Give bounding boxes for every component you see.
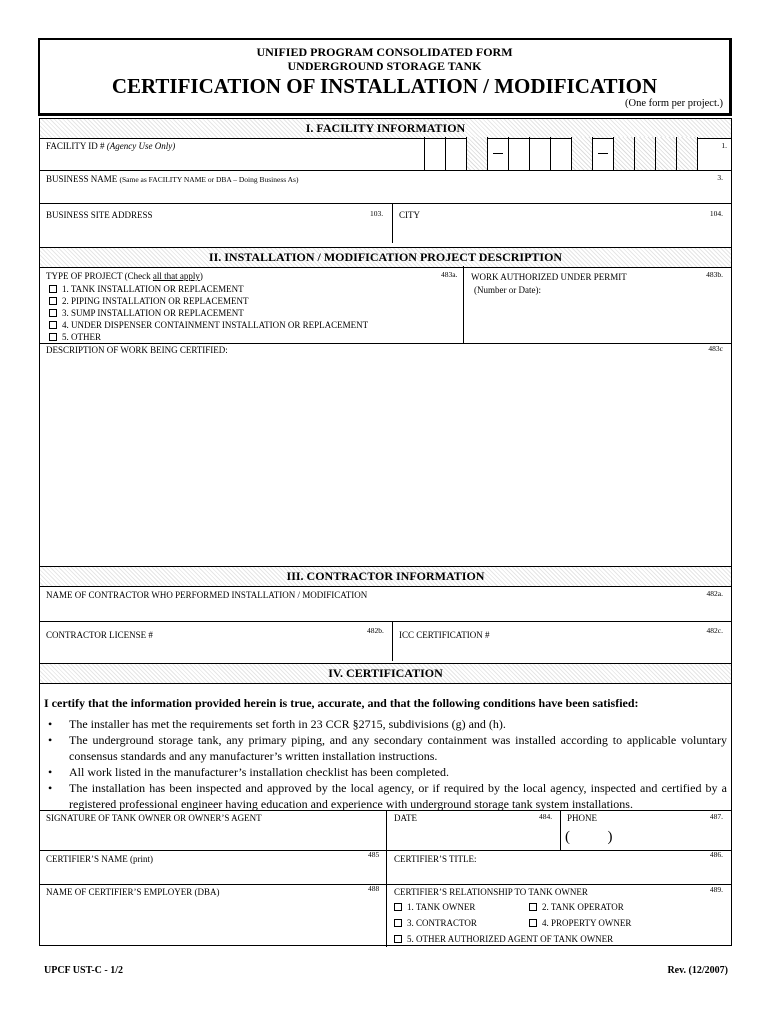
facility-id-label: FACILITY ID # (Agency Use Only) <box>46 141 176 151</box>
date-label[interactable]: DATE <box>394 813 417 823</box>
project-type-option-3[interactable]: 3. SUMP INSTALLATION OR REPLACEMENT <box>49 308 244 318</box>
checkbox[interactable] <box>394 919 402 927</box>
checkbox[interactable] <box>394 935 402 943</box>
relationship-option-5[interactable]: 5. OTHER AUTHORIZED AGENT OF TANK OWNER <box>394 934 613 944</box>
phone-number: 487. <box>709 812 723 821</box>
header-line-1: UNIFIED PROGRAM CONSOLIDATED FORM <box>256 45 513 59</box>
phone-label[interactable]: PHONE <box>567 813 598 823</box>
contractor-name-label[interactable]: NAME OF CONTRACTOR WHO PERFORMED INSTALLATION / MODIFICATION <box>46 590 368 600</box>
contractor-name-number: 482a. <box>706 589 723 598</box>
revision-date: Rev. (12/2007) <box>667 965 728 976</box>
checkbox[interactable] <box>49 297 57 305</box>
city-number: 104. <box>709 209 723 218</box>
checkbox[interactable] <box>49 321 57 329</box>
project-type-option-1[interactable]: 1. TANK INSTALLATION OR REPLACEMENT <box>49 284 244 294</box>
section-2-title: II. INSTALLATION / MODIFICATION PROJECT DESCRIPTION <box>40 247 731 268</box>
form-title: CERTIFICATION OF INSTALLATION / MODIFICATION <box>111 74 658 98</box>
work-description-number: 483c <box>708 344 723 353</box>
facility-id-input[interactable] <box>424 137 733 170</box>
city-label[interactable]: CITY <box>399 210 420 220</box>
checkbox[interactable] <box>529 919 537 927</box>
header-line-2: UNDERGROUND STORAGE TANK <box>287 59 482 73</box>
certification-conditions <box>44 716 727 812</box>
form-code: UPCF UST-C - 1/2 <box>44 965 123 976</box>
header-note: (One form per project.) <box>625 98 723 109</box>
site-address-label[interactable]: BUSINESS SITE ADDRESS <box>46 210 153 220</box>
section-3-title: III. CONTRACTOR INFORMATION <box>40 566 731 587</box>
permit-number: 483b. <box>706 270 723 279</box>
relationship-option-2[interactable]: 2. TANK OPERATOR <box>529 902 624 912</box>
permit-label[interactable]: WORK AUTHORIZED UNDER PERMIT <box>471 272 627 282</box>
employer-number: 488 <box>368 884 380 893</box>
project-type-option-4[interactable]: 4. UNDER DISPENSER CONTAINMENT INSTALLATION OR REPLACEMENT <box>49 320 368 330</box>
form-body <box>39 118 732 946</box>
business-name-label[interactable]: BUSINESS NAME (Same as FACILITY NAME or DBA – Doing Business As) <box>46 174 299 184</box>
checkbox[interactable] <box>529 903 537 911</box>
business-name-number: 3. <box>717 173 723 182</box>
condition-item: • The installation has been inspected and approved by the local agency, or if required by the local agency, inspected and certified by a registered professional engineer having education and experience with underground storage tank system installations. <box>44 780 727 812</box>
relationship-option-1[interactable]: 1. TANK OWNER <box>394 902 475 912</box>
certification-statement: I certify that the information provided herein is true, accurate, and that the following conditions have been satisfied: <box>44 696 639 710</box>
facility-id-number: 1. <box>721 141 727 150</box>
phone-area-code[interactable]: ( ) <box>565 829 613 845</box>
relationship-option-4[interactable]: 4. PROPERTY OWNER <box>529 918 631 928</box>
checkbox[interactable] <box>49 285 57 293</box>
section-1-title: I. FACILITY INFORMATION <box>40 118 731 139</box>
signature-label[interactable]: SIGNATURE OF TANK OWNER OR OWNER’S AGENT <box>46 813 262 823</box>
icc-certification-number: 482c. <box>706 626 723 635</box>
condition-item: • All work listed in the manufacturer’s installation checklist has been completed. <box>44 764 727 780</box>
certifier-title-number: 486. <box>709 850 723 859</box>
relationship-option-3[interactable]: 3. CONTRACTOR <box>394 918 477 928</box>
checkbox[interactable] <box>49 333 57 341</box>
checkbox[interactable] <box>394 903 402 911</box>
condition-item: • The installer has met the requirements set forth in 23 CCR §2715, subdivisions (g) and (h). <box>44 716 727 732</box>
relationship-label: CERTIFIER’S RELATIONSHIP TO TANK OWNER <box>394 887 588 897</box>
project-type-number: 483a. <box>441 270 458 279</box>
condition-item: • The underground storage tank, any primary piping, and any secondary containment was installed according to applicable voluntary consensus standards and any manufacturer’s written installation instructions. <box>44 732 727 764</box>
permit-sub-label: (Number or Date): <box>474 285 541 295</box>
contractor-license-label[interactable]: CONTRACTOR LICENSE # <box>46 630 153 640</box>
project-type-option-5[interactable]: 5. OTHER <box>49 332 101 342</box>
site-address-number: 103. <box>370 209 384 218</box>
employer-label[interactable]: NAME OF CERTIFIER’S EMPLOYER (DBA) <box>46 887 220 897</box>
icc-certification-label[interactable]: ICC CERTIFICATION # <box>399 630 490 640</box>
work-description-label[interactable]: DESCRIPTION OF WORK BEING CERTIFIED: <box>46 345 228 355</box>
certifier-name-label[interactable]: CERTIFIER’S NAME (print) <box>46 854 153 864</box>
section-4-title: IV. CERTIFICATION <box>40 663 731 684</box>
checkbox[interactable] <box>49 309 57 317</box>
relationship-number: 489. <box>709 885 723 894</box>
certifier-title-label[interactable]: CERTIFIER’S TITLE: <box>394 854 477 864</box>
contractor-license-number: 482b. <box>367 626 384 635</box>
certifier-name-number: 485 <box>368 850 380 859</box>
project-type-label: TYPE OF PROJECT (Check all that apply) <box>46 271 203 281</box>
form-header <box>38 38 732 116</box>
date-number: 484. <box>539 812 553 821</box>
project-type-option-2[interactable]: 2. PIPING INSTALLATION OR REPLACEMENT <box>49 296 249 306</box>
